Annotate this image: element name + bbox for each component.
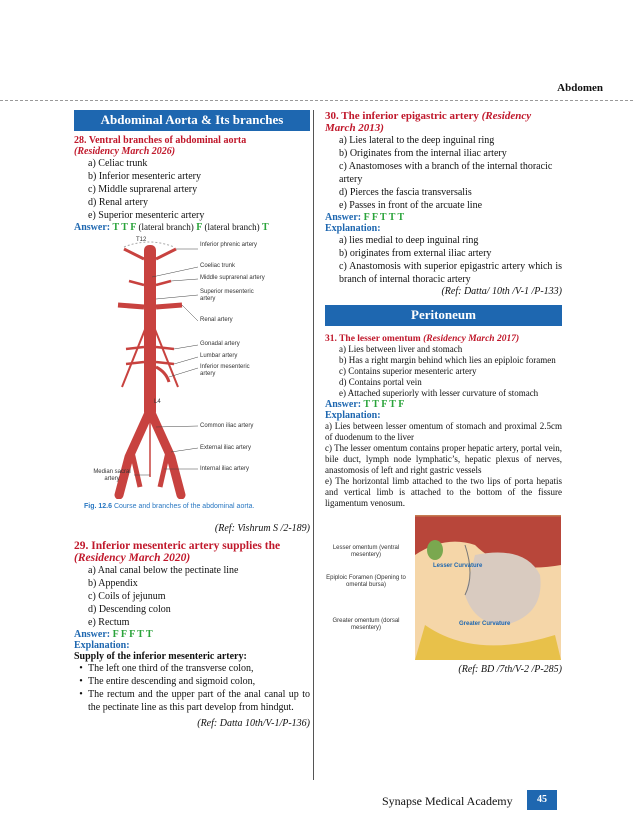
label-greater-curvature: Greater Curvature [459, 621, 511, 627]
label-coeliac: Coeliac trunk [200, 263, 236, 269]
left-column [74, 110, 310, 729]
label-lesser-curvature: Lesser Curvature [433, 563, 483, 569]
footer-academy: Synapse Medical Academy [382, 794, 513, 808]
section-title: Abdomen [557, 82, 603, 94]
label-inferior-mesenteric: Inferior mesenteric artery [200, 364, 250, 377]
explanation-item: c) The lesser omentum contains proper hepatic artery, portal vein, bile duct, lymph node lymphatic’s, hepatic plexus of nerves, anastomosis of left and right gastric vessels [325, 443, 562, 475]
explanation-item: b) originates from external iliac artery [339, 248, 492, 259]
option: a) Lies between liver and stomach [339, 344, 463, 354]
label-lesser-omentum: Lesser omentum (ventral mesentery) [332, 545, 400, 558]
label-t12: T12 [136, 237, 147, 243]
option: e) Attached superiorly with lesser curvature of stomach [339, 388, 539, 398]
label-external-iliac: External iliac artery [200, 445, 252, 451]
answer-29: Answer: F F F T T [74, 629, 153, 640]
question-28-options [74, 157, 310, 222]
label-l4: L4 [154, 399, 161, 405]
option: e) Passes in front of the arcuate line [339, 200, 483, 211]
option: b) Has a right margin behind which lies an epiploic foramen [339, 355, 556, 365]
option: c) Middle suprarenal artery [88, 184, 198, 195]
option: a) Anal canal below the pectinate line [88, 565, 239, 576]
label-renal: Renal artery [200, 317, 233, 323]
bullet-item: • The left one third of the transverse colon, [79, 663, 254, 674]
question-30-title: 30. The inferior epigastric artery (Residency March 2013) [325, 110, 532, 134]
figure-reference: (Ref: Vishrum S /2-189) [214, 523, 310, 534]
page-number: 45 [527, 790, 557, 810]
question-29-options [74, 564, 310, 629]
option: c) Anastomoses with a branch of the internal thoracic artery [339, 161, 553, 185]
explanation-item: c) Anastomosis with superior epigastric artery which is branch of internal thoracic artery [339, 261, 562, 285]
figure-caption: Fig. 12.6 Course and branches of the abdominal aorta. [84, 503, 255, 510]
label-middle-suprarenal: Middle suprarenal artery [200, 275, 265, 281]
right-column [325, 110, 562, 675]
option: d) Descending colon [88, 604, 171, 615]
explanation-heading: Explanation: [325, 223, 381, 234]
label-internal-iliac: Internal iliac artery [200, 466, 250, 472]
question-30-options [325, 134, 562, 212]
option: c) Coils of jejunum [88, 591, 166, 602]
aorta-diagram [74, 237, 310, 499]
option: d) Contains portal vein [339, 377, 422, 387]
option: b) Inferior mesenteric artery [88, 171, 201, 182]
option: b) Appendix [88, 578, 138, 589]
label-lumbar: Lumbar artery [200, 353, 238, 359]
question-30-reference: (Ref: Datta/ 10th /V-1 /P-133) [441, 286, 562, 297]
bullet-item: • The entire descending and sigmoid colon, [79, 676, 256, 687]
question-31-title: 31. The lesser omentum (Residency March 2017) [325, 334, 520, 344]
bullet-item: • The rectum and the upper part of the anal canal up to the pectinate line as this part develop from hindgut. [79, 689, 310, 713]
aorta-figure [74, 237, 310, 517]
question-31-options [325, 344, 562, 399]
label-epiploic-foramen: Epiploic Foramen (Opening to omental bursa) [326, 575, 406, 588]
explanation-heading: Explanation: [74, 640, 130, 651]
question-29-title: 29. Inferior mesenteric artery supplies the (Residency March 2020) [74, 540, 281, 564]
label-common-iliac: Common iliac artery [200, 423, 254, 429]
explanation-item: a) lies medial to deep inguinal ring [339, 235, 479, 246]
option: b) Originates from the internal iliac artery [339, 148, 507, 159]
column-divider [313, 110, 314, 780]
dotted-divider [0, 100, 633, 101]
label-gonadal: Gonadal artery [200, 341, 240, 347]
option: d) Pierces the fascia transversalis [339, 187, 472, 198]
explanation-item: e) The horizontal limb attached to the two lips of porta hepatis and vertical limb is attached to the bottom of the fissure ligamentum venosum. [325, 476, 562, 508]
explanation-item: a) Lies between lesser omentum of stomach and proximal 2.5cm of duodenum to the liver [325, 421, 562, 442]
option: a) Lies lateral to the deep inguinal ring [339, 135, 495, 146]
option: e) Superior mesenteric artery [88, 210, 205, 221]
answer-31: Answer: T T F T F [325, 399, 405, 410]
label-median-sacral: Median sacral artery [93, 469, 131, 482]
question-30-explanations [325, 234, 562, 286]
question-28-title: 28. Ventral branches of abdominal aorta (Residency March 2026) [74, 135, 247, 157]
explanation-heading: Explanation: [325, 410, 381, 421]
option: a) Celiac trunk [88, 158, 148, 169]
option: c) Contains superior mesenteric artery [339, 366, 477, 376]
supply-heading: Supply of the inferior mesenteric artery: [74, 651, 247, 662]
answer-30: Answer: F F T T T [325, 212, 405, 223]
section-banner-aorta: Abdominal Aorta & Its branches [74, 110, 310, 131]
question-31-reference: (Ref: BD /7th/V-2 /P-285) [458, 664, 562, 675]
option: e) Rectum [88, 617, 130, 628]
option: d) Renal artery [88, 197, 148, 208]
stomach-omentum-image [325, 515, 561, 660]
label-superior-mesenteric: Superior mesenteric artery [200, 289, 254, 302]
question-31-explanations [325, 421, 562, 509]
question-29-reference: (Ref: Datta 10th/V-1/P-136) [197, 718, 310, 729]
answer-28: Answer: T T F (lateral branch) F (lateral branch) T [74, 222, 269, 233]
label-inferior-phrenic: Inferior phrenic artery [200, 242, 258, 248]
section-banner-peritoneum: Peritoneum [325, 305, 562, 326]
label-greater-omentum: Greater omentum (dorsal mesentery) [332, 618, 400, 631]
